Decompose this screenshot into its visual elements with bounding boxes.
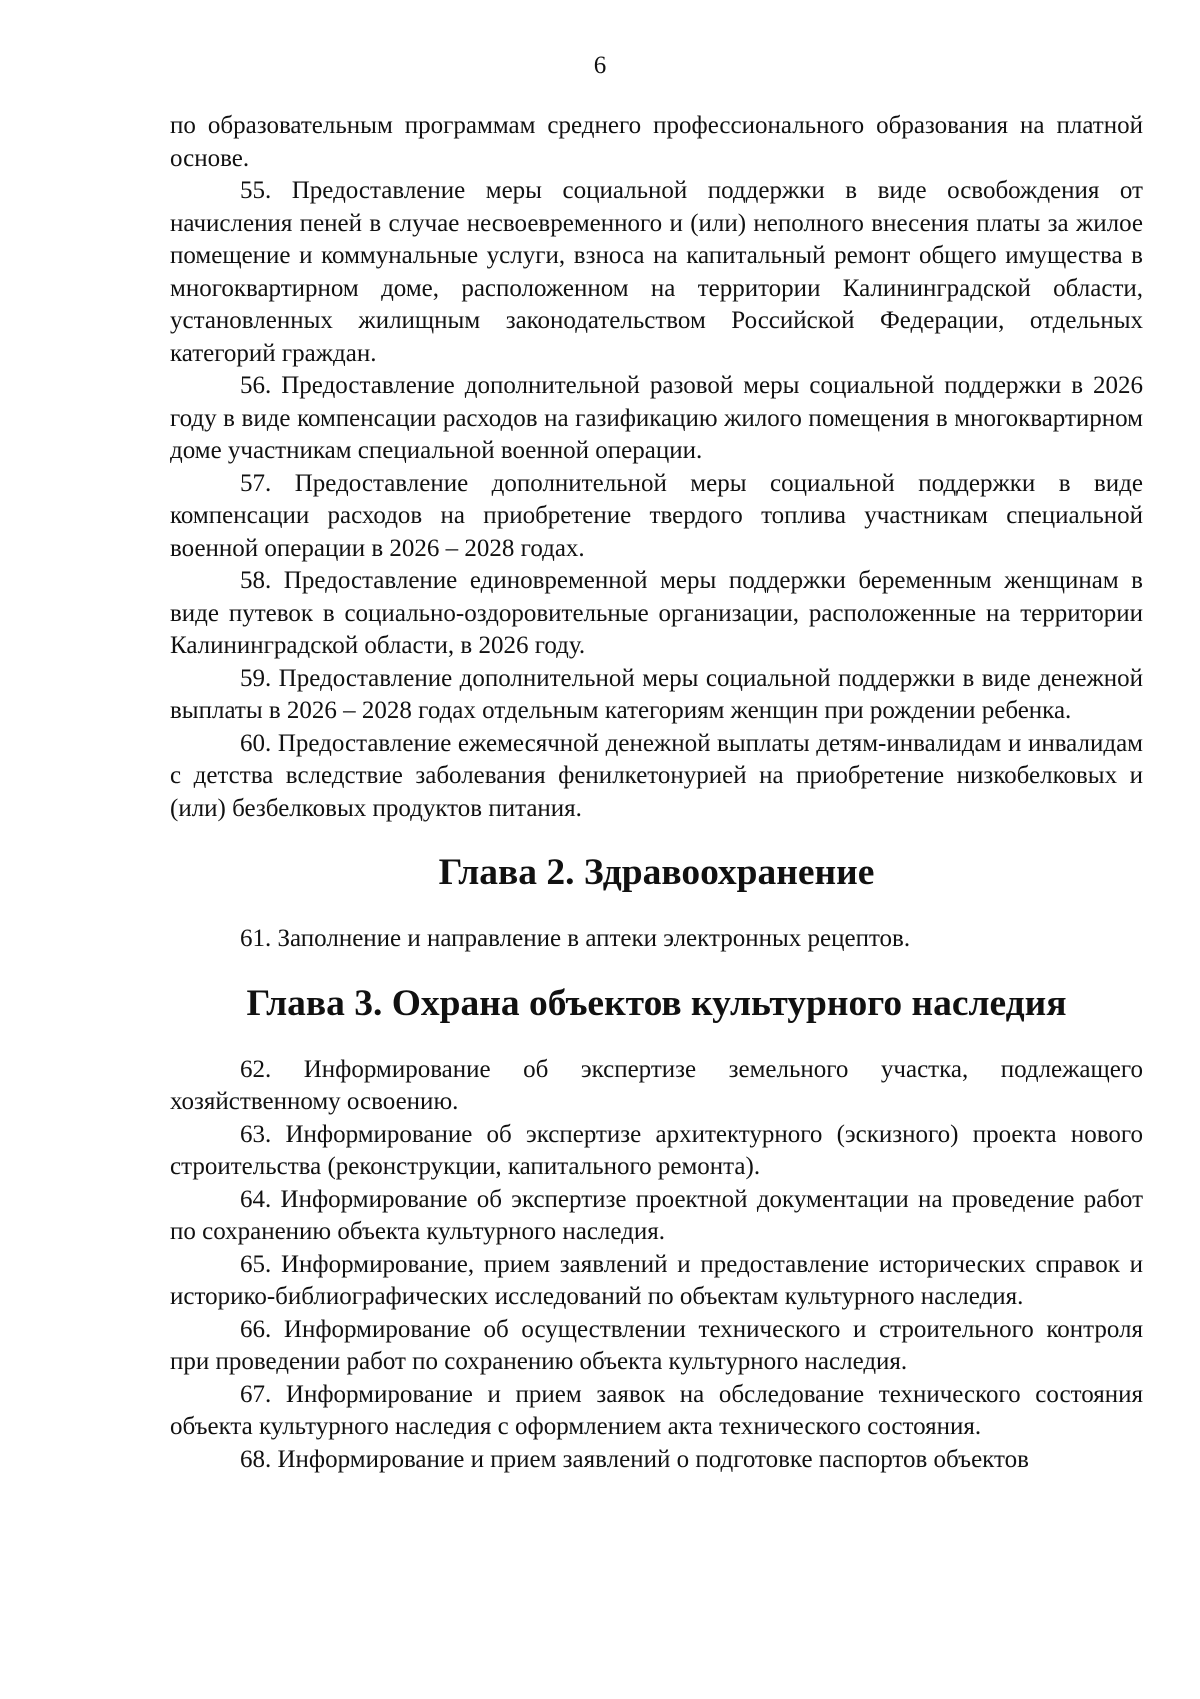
list-item-55: 55. Предоставление меры социальной поддержки в виде освобождения от начисления пеней в случае несвоевременного и (или) неполного внесения платы за жилое помещение и коммунальные услуги, взноса на капитальный ремонт общего имущества в многоквартирном доме, расположенном на территории Калининградской области, установленных жилищным законодательством Российской Федерации, отдельных категорий граждан. [170,177,1143,367]
list-item-68: 68. Информирование и прием заявлений о подготовке паспортов объектов [240,1445,1029,1473]
page-number: 6 [593,52,607,79]
list-item-58: 58. Предоставление единовременной меры поддержки беременным женщинам в виде путевок в социально-оздоровительные организации, расположенные на территории Калининградской области, в 2026 году. [170,567,1143,659]
chapter-3-heading: Глава 3. Охрана объектов культурного наследия [246,983,1067,1024]
document-body [170,110,1143,1476]
list-item-63: 63. Информирование об экспертизе архитектурного (эскизного) проекта нового строительства (реконструкции, капитального ремонта). [170,1120,1143,1180]
list-item-60: 60. Предоставление ежемесячной денежной выплаты детям-инвалидам и инвалидам с детства вследствие заболевания фенилкетонурией на приобретение низкобелковых и (или) безбелковых продуктов питания. [170,729,1143,822]
list-item-64: 64. Информирование об экспертизе проектной документации на проведение работ по сохранению объекта культурного наследия. [170,1185,1143,1245]
list-item-66: 66. Информирование об осуществлении технического и строительного контроля при проведении работ по сохранению объекта культурного наследия. [170,1315,1143,1375]
lead-paragraph: по образовательным программам среднего профессионального образования на платной основе. [170,112,1143,172]
list-item-59: 59. Предоставление дополнительной меры социальной поддержки в виде денежной выплаты в 2026 – 2028 годах отдельным категориям женщин при рождении ребенка. [170,664,1143,724]
list-item-57: 57. Предоставление дополнительной меры социальной поддержки в виде компенсации расходов на приобретение твердого топлива участникам специальной военной операции в 2026 – 2028 годах. [170,469,1143,562]
chapter-2-heading: Глава 2. Здравоохранение [438,852,875,893]
list-item-65: 65. Информирование, прием заявлений и предоставление исторических справок и историко-библиографических исследований по объектам культурного наследия. [170,1250,1143,1310]
list-item-56: 56. Предоставление дополнительной разовой меры социальной поддержки в 2026 году в виде компенсации расходов на газификацию жилого помещения в многоквартирном доме участникам специальной военной операции. [170,372,1143,464]
list-item-67: 67. Информирование и прием заявок на обследование технического состояния объекта культурного наследия с оформлением акта технического состояния. [170,1380,1143,1440]
list-item-62: 62. Информирование об экспертизе земельного участка, подлежащего хозяйственному освоению. [170,1055,1143,1115]
list-item-61: 61. Заполнение и направление в аптеки электронных рецептов. [240,924,911,952]
